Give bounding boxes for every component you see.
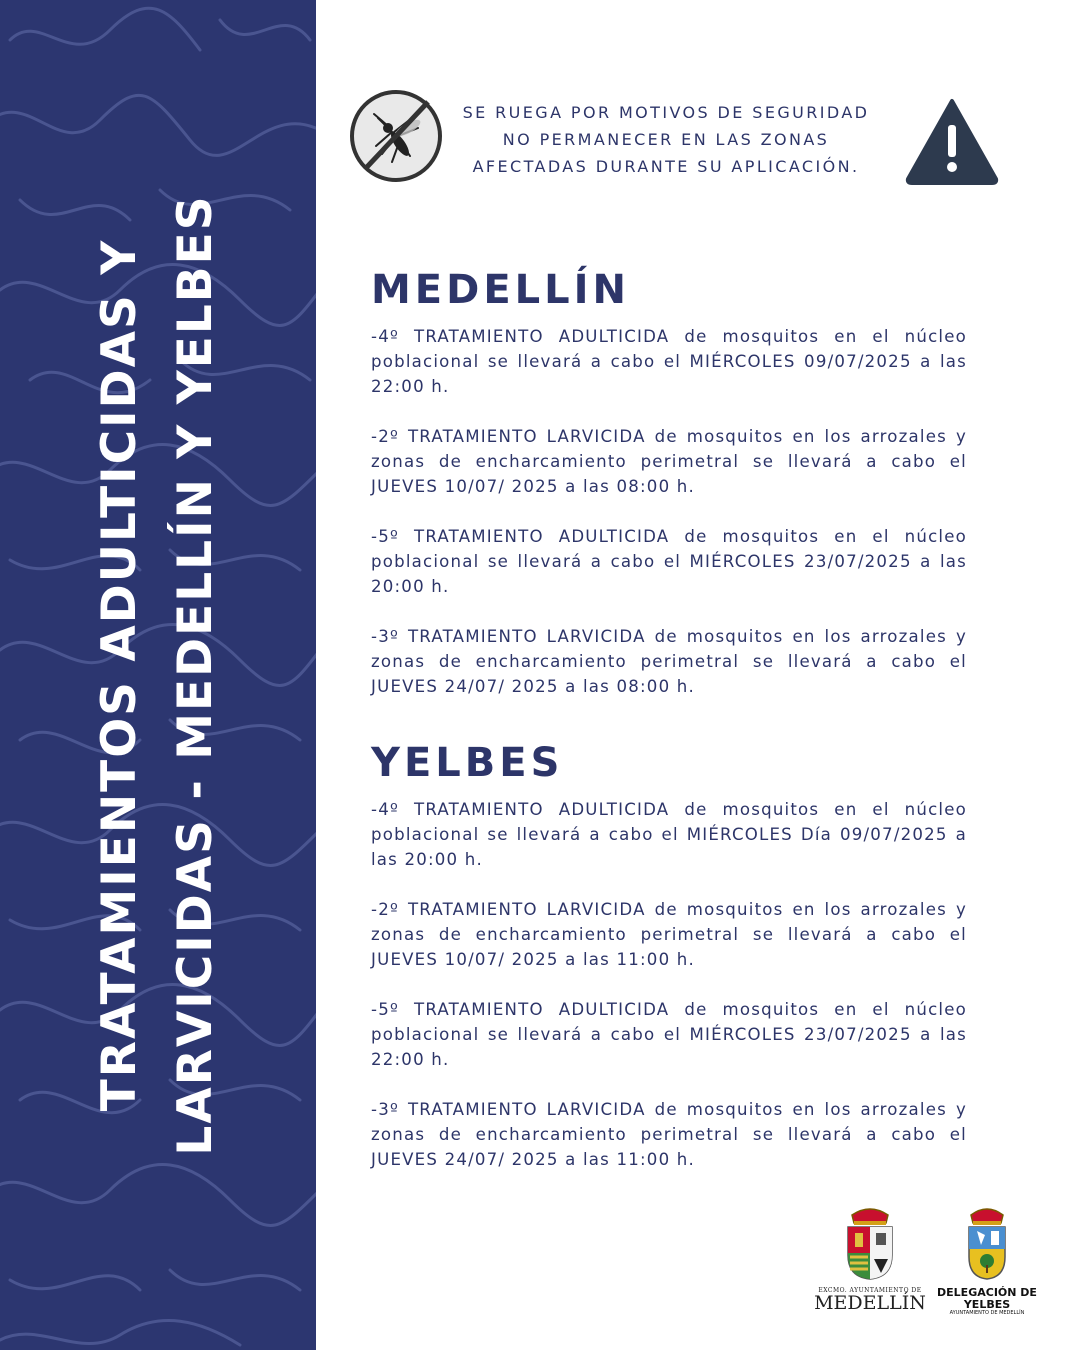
yelbes-logo — [932, 1205, 1042, 1325]
medellin-logo-small-text: EXCMO. AYUNTAMIENTO DE — [818, 1287, 922, 1294]
warning-line2: NO PERMANECER EN LAS ZONAS — [502, 130, 830, 149]
logos — [810, 1205, 1050, 1335]
schedule-content — [371, 262, 967, 1197]
warning-triangle-icon — [904, 97, 1000, 187]
medellin-coat-of-arms-icon — [838, 1205, 902, 1281]
yelbes-logo-line2: YELBES — [963, 1298, 1011, 1311]
warning-line3: AFECTADAS DURANTE SU APLICACIÓN. — [472, 157, 860, 176]
schedule-item: -3º TRATAMIENTO LARVICIDA de mosquitos en los arrozales y zonas de encharcamiento perimetral se llevará a cabo el JUEVES 24/07/ 2025 a las 11:00 h. — [371, 1100, 967, 1169]
schedule-item: -5º TRATAMIENTO ADULTICIDA de mosquitos en el núcleo poblacional se llevará a cabo el MIÉRCOLES 23/07/2025 a las 20:00 h. — [371, 527, 967, 596]
schedule-item: -5º TRATAMIENTO ADULTICIDA de mosquitos en el núcleo poblacional se llevará a cabo el MIÉRCOLES 23/07/2025 a las 22:00 h. — [371, 1000, 967, 1069]
sidebar-banner — [0, 0, 316, 1350]
yelbes-coat-of-arms-icon — [965, 1205, 1009, 1281]
section-medellin — [371, 262, 967, 699]
yelbes-logo-line1: DELEGACIÓN DE — [937, 1286, 1037, 1299]
medellin-logo — [810, 1205, 930, 1325]
sidebar-title-line2: LARVICIDAS - MEDELLÍN Y YELBES — [168, 194, 223, 1156]
schedule-item: -2º TRATAMIENTO LARVICIDA de mosquitos en los arrozales y zonas de encharcamiento perimetral se llevará a cabo el JUEVES 10/07/ 2025 a las 11:00 h. — [371, 900, 967, 969]
section-yelbes — [371, 735, 967, 1172]
schedule-item: -4º TRATAMIENTO ADULTICIDA de mosquitos en el núcleo poblacional se llevará a cabo el MIÉRCOLES 09/07/2025 a las 22:00 h. — [371, 327, 967, 396]
schedule-item: -2º TRATAMIENTO LARVICIDA de mosquitos en los arrozales y zonas de encharcamiento perimetral se llevará a cabo el JUEVES 10/07/ 2025 a las 08:00 h. — [371, 427, 967, 496]
warning-text — [456, 99, 876, 180]
town-heading-yelbes: YELBES — [371, 740, 564, 786]
sidebar-title-line1: TRATAMIENTOS ADULTICIDAS Y — [92, 238, 147, 1112]
yelbes-logo-line3: AYUNTAMIENTO DE MEDELLÍN — [949, 1310, 1025, 1316]
schedule-item: -4º TRATAMIENTO ADULTICIDA de mosquitos en el núcleo poblacional se llevará a cabo el MIÉRCOLES Día 09/07/2025 a las 20:00 h. — [371, 800, 967, 869]
town-heading-medellin: MEDELLÍN — [371, 267, 630, 313]
medellin-logo-name: MEDELLÍN — [814, 1292, 926, 1314]
safety-warning — [316, 85, 1080, 195]
sidebar-title — [82, 125, 234, 1225]
schedule-item: -3º TRATAMIENTO LARVICIDA de mosquitos en los arrozales y zonas de encharcamiento perimetral se llevará a cabo el JUEVES 24/07/ 2025 a las 08:00 h. — [371, 627, 967, 696]
no-mosquito-icon — [348, 88, 444, 184]
warning-line1: SE RUEGA POR MOTIVOS DE SEGURIDAD — [462, 103, 870, 122]
